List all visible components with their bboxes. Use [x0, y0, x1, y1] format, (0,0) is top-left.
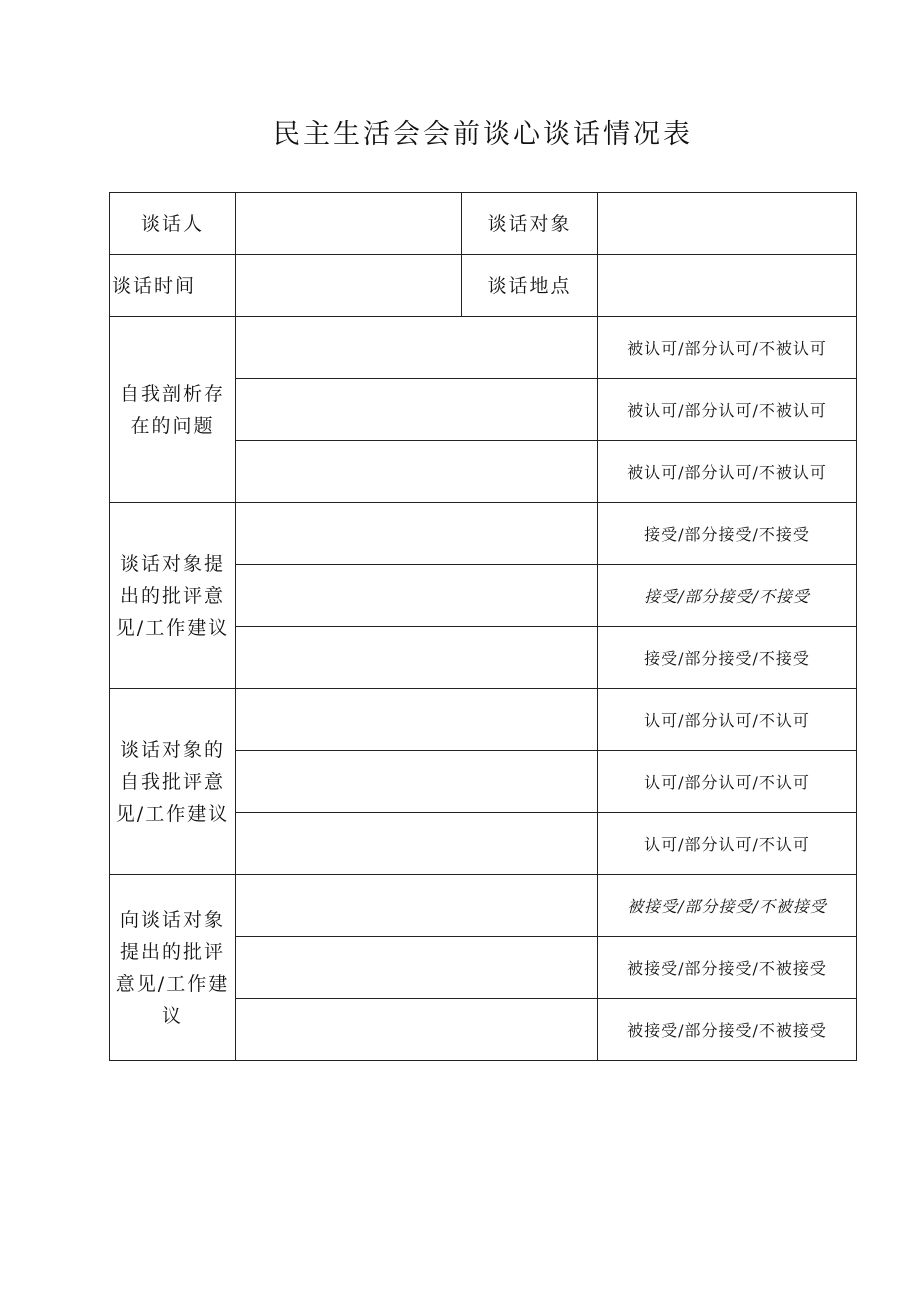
- option-choice[interactable]: 被接受/部分接受/不被接受: [598, 999, 857, 1061]
- content-field[interactable]: [236, 503, 598, 565]
- time-field[interactable]: [236, 255, 462, 317]
- option-choice[interactable]: 被接受/部分接受/不被接受: [598, 875, 857, 937]
- content-field[interactable]: [236, 875, 598, 937]
- option-choice[interactable]: 被认可/部分认可/不被认可: [598, 317, 857, 379]
- time-label: 谈话时间: [110, 255, 236, 317]
- content-field[interactable]: [236, 999, 598, 1061]
- content-field[interactable]: [236, 565, 598, 627]
- section-row: [110, 317, 857, 379]
- option-choice[interactable]: 被认可/部分认可/不被认可: [598, 441, 857, 503]
- content-field[interactable]: [236, 317, 598, 379]
- section-label-criticism-given: 向谈话对象提出的批评意见/工作建议: [110, 875, 236, 1061]
- option-choice[interactable]: 接受/部分接受/不接受: [598, 627, 857, 689]
- content-field[interactable]: [236, 813, 598, 875]
- option-choice[interactable]: 接受/部分接受/不接受: [598, 503, 857, 565]
- place-label: 谈话地点: [462, 255, 598, 317]
- target-field[interactable]: [598, 193, 857, 255]
- option-choice[interactable]: 接受/部分接受/不接受: [598, 565, 857, 627]
- content-field[interactable]: [236, 441, 598, 503]
- section-label-self-analysis: 自我剖析存在的问题: [110, 317, 236, 503]
- section-label-criticism-received: 谈话对象提出的批评意见/工作建议: [110, 503, 236, 689]
- option-choice[interactable]: 被认可/部分认可/不被认可: [598, 379, 857, 441]
- header-row-1: [110, 193, 857, 255]
- content-field[interactable]: [236, 751, 598, 813]
- speaker-label: 谈话人: [110, 193, 236, 255]
- section-label-self-criticism: 谈话对象的自我批评意见/工作建议: [110, 689, 236, 875]
- section-row: [110, 875, 857, 937]
- target-label: 谈话对象: [462, 193, 598, 255]
- section-row: [110, 689, 857, 751]
- talk-record-table: [109, 192, 857, 1061]
- option-choice[interactable]: 认可/部分认可/不认可: [598, 813, 857, 875]
- content-field[interactable]: [236, 627, 598, 689]
- content-field[interactable]: [236, 379, 598, 441]
- content-field[interactable]: [236, 937, 598, 999]
- speaker-field[interactable]: [236, 193, 462, 255]
- option-choice[interactable]: 被接受/部分接受/不被接受: [598, 937, 857, 999]
- header-row-2: [110, 255, 857, 317]
- option-choice[interactable]: 认可/部分认可/不认可: [598, 689, 857, 751]
- section-row: [110, 503, 857, 565]
- content-field[interactable]: [236, 689, 598, 751]
- page-title: 民主生活会会前谈心谈话情况表: [273, 119, 693, 150]
- option-choice[interactable]: 认可/部分认可/不认可: [598, 751, 857, 813]
- place-field[interactable]: [598, 255, 857, 317]
